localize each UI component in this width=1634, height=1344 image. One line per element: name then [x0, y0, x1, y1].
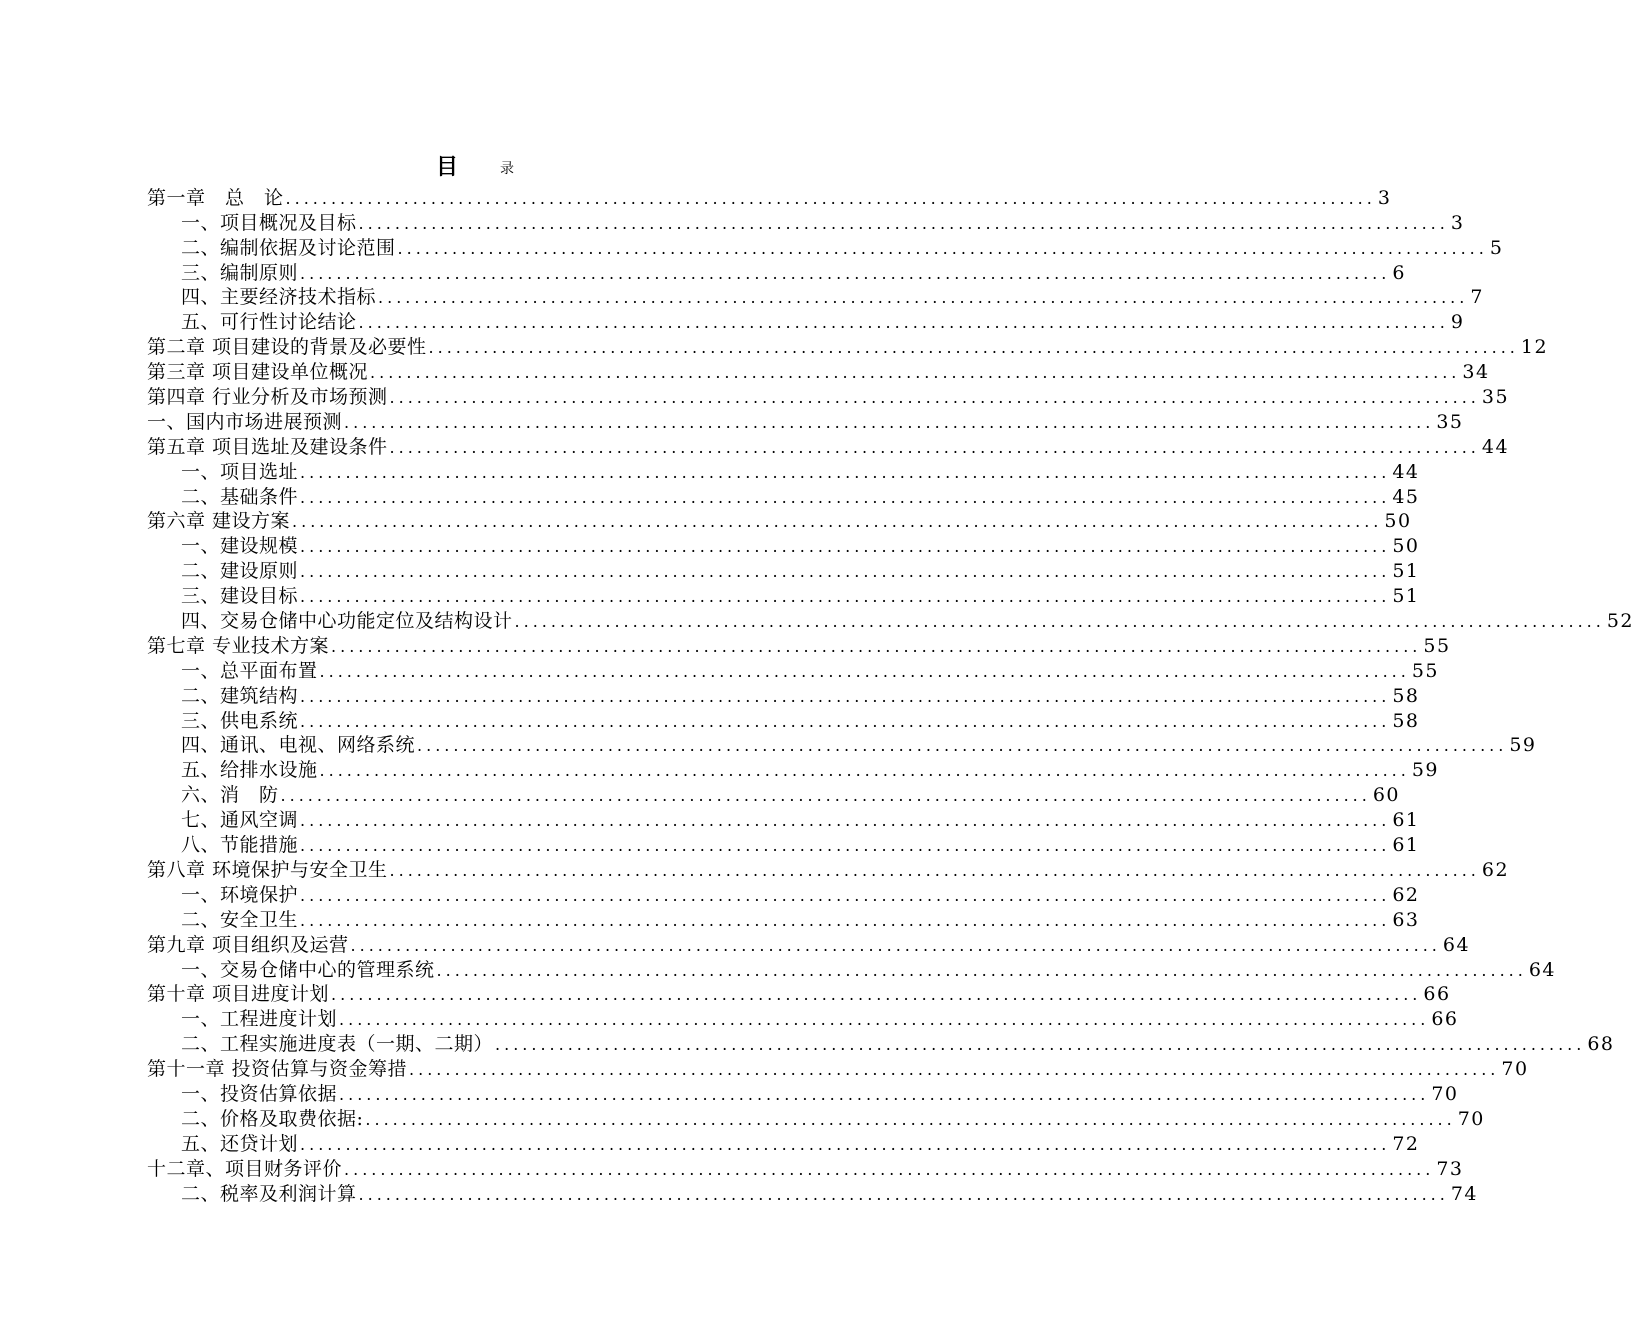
dot-leader: ........................................................................................................................ — [300, 462, 1391, 482]
dot-leader: ........................................................................................................................ — [358, 213, 1449, 233]
toc-entry[interactable] — [147, 509, 1412, 534]
toc-entry-page-number: 74 — [1450, 1182, 1479, 1205]
toc-entry-title: 第三章 项目建设单位概况 — [147, 361, 369, 384]
toc-entry[interactable] — [147, 1031, 1615, 1056]
toc-entry-title: 八、节能措施 — [181, 834, 299, 857]
toc-entry[interactable] — [147, 982, 1451, 1007]
toc-entry[interactable] — [147, 384, 1510, 409]
toc-entry[interactable] — [147, 1056, 1529, 1081]
toc-entry-page-number: 5 — [1489, 236, 1504, 259]
toc-entry-page-number: 70 — [1457, 1107, 1485, 1130]
toc-entry-page-number: 61 — [1392, 834, 1420, 857]
toc-entry[interactable] — [147, 285, 1484, 310]
toc-entry[interactable] — [147, 608, 1634, 633]
toc-entry-title: 二、建筑结构 — [181, 684, 299, 707]
toc-entry-title: 第十章 项目进度计划 — [147, 983, 330, 1006]
dot-leader: ........................................................................................................................ — [389, 437, 1480, 457]
toc-entry-page-number: 52 — [1606, 610, 1634, 633]
toc-entry-title: 一、项目概况及目标 — [181, 211, 357, 234]
toc-entry[interactable] — [147, 882, 1420, 907]
toc-entry-title: 一、国内市场进展预测 — [147, 410, 343, 433]
toc-entry-page-number: 45 — [1392, 485, 1420, 508]
toc-entry[interactable] — [147, 260, 1406, 285]
toc-entry-title: 第九章 项目组织及运营 — [147, 933, 349, 956]
toc-entry-page-number: 68 — [1587, 1033, 1615, 1056]
dot-leader: ........................................................................................................................ — [339, 1084, 1430, 1104]
toc-entry-page-number: 55 — [1423, 634, 1451, 657]
toc-entry-page-number: 6 — [1392, 261, 1406, 284]
toc-entry-title: 二、工程实施进度表（一期、二期） — [181, 1033, 494, 1056]
toc-entry-title: 二、建设原则 — [181, 560, 299, 583]
dot-leader: ........................................................................................................................ — [300, 711, 1391, 731]
toc-entry-page-number: 12 — [1520, 336, 1549, 359]
dot-leader: ........................................................................................................................ — [389, 388, 1480, 408]
toc-entry-page-number: 59 — [1411, 759, 1440, 782]
toc-entry[interactable] — [147, 1181, 1479, 1206]
toc-entry-title: 二、安全卫生 — [181, 908, 299, 931]
dot-leader: ........................................................................................................................ — [358, 313, 1449, 333]
dot-leader: ........................................................................................................................ — [300, 811, 1391, 831]
dot-leader: ........................................................................................................................ — [319, 761, 1410, 781]
toc-entry-title: 一、工程进度计划 — [181, 1008, 338, 1031]
toc-entry[interactable] — [147, 1106, 1485, 1131]
toc-entry-page-number: 35 — [1436, 410, 1464, 433]
toc-entry-page-number: 62 — [1481, 858, 1510, 881]
toc-entry[interactable] — [147, 932, 1471, 957]
toc-entry-title: 六、消 防 — [181, 784, 279, 807]
toc-entry-page-number: 70 — [1501, 1058, 1529, 1081]
dot-leader: ........................................................................................................................ — [300, 263, 1391, 283]
toc-entry-page-number: 58 — [1392, 684, 1420, 707]
dot-leader: ........................................................................................................................ — [300, 1134, 1391, 1154]
toc-entry-title: 第八章 环境保护与安全卫生 — [147, 858, 388, 881]
toc-title-sub: 录 — [500, 161, 514, 177]
dot-leader: ........................................................................................................................ — [350, 935, 1441, 955]
toc-entry[interactable] — [147, 907, 1420, 932]
toc-entry-page-number: 72 — [1392, 1132, 1420, 1155]
dot-leader: ........................................................................................................................ — [417, 736, 1508, 756]
toc-entry-page-number: 64 — [1528, 958, 1557, 981]
dot-leader: ........................................................................................................................ — [358, 1184, 1449, 1204]
toc-entry-title: 二、基础条件 — [181, 485, 299, 508]
toc-entry-title: 三、建设目标 — [181, 585, 299, 608]
dot-leader: ........................................................................................................................ — [389, 860, 1480, 880]
toc-entry-title: 二、税率及利润计算 — [181, 1182, 357, 1205]
toc-entry-title: 十二章、项目财务评价 — [147, 1157, 343, 1180]
dot-leader: ........................................................................................................................ — [365, 1109, 1456, 1129]
toc-entry[interactable] — [147, 957, 1557, 982]
dot-leader: ........................................................................................................................ — [436, 960, 1527, 980]
dot-leader: ........................................................................................................................ — [344, 412, 1435, 432]
toc-entry[interactable] — [147, 1006, 1459, 1031]
toc-entry-page-number: 35 — [1481, 386, 1510, 409]
dot-leader: ........................................................................................................................ — [370, 363, 1461, 383]
toc-entry-page-number: 66 — [1423, 983, 1451, 1006]
toc-entry-page-number: 7 — [1470, 286, 1484, 309]
toc-entry-page-number: 51 — [1392, 560, 1420, 583]
toc-entry-page-number: 73 — [1436, 1157, 1464, 1180]
toc-entry-title: 一、项目选址 — [181, 460, 299, 483]
toc-entry[interactable] — [147, 210, 1465, 235]
dot-leader: ........................................................................................................................ — [300, 537, 1391, 557]
toc-entry-title: 三、供电系统 — [181, 709, 299, 732]
toc-entry-title: 二、编制依据及讨论范围 — [181, 236, 396, 259]
toc-entry-title: 四、通讯、电视、网络系统 — [181, 734, 416, 757]
toc-entry[interactable] — [147, 185, 1392, 210]
toc-entry-page-number: 64 — [1442, 933, 1471, 956]
toc-entry[interactable] — [147, 832, 1420, 857]
toc-entry[interactable] — [147, 1131, 1420, 1156]
toc-entry-page-number: 62 — [1392, 883, 1420, 906]
toc-entry-title: 第十一章 投资估算与资金筹措 — [147, 1058, 408, 1081]
dot-leader: ........................................................................................................................ — [344, 1159, 1435, 1179]
toc-entry[interactable] — [147, 409, 1464, 434]
toc-entry-page-number: 66 — [1431, 1008, 1459, 1031]
toc-entry[interactable] — [147, 583, 1420, 608]
dot-leader: ........................................................................................................................ — [300, 562, 1391, 582]
toc-entry-page-number: 51 — [1392, 585, 1420, 608]
toc-entry-page-number: 44 — [1392, 460, 1420, 483]
toc-entry-title: 五、还贷计划 — [181, 1132, 299, 1155]
toc-entry-title: 一、总平面布置 — [181, 659, 318, 682]
dot-leader: ........................................................................................................................ — [331, 985, 1422, 1005]
toc-entry-title: 二、价格及取费依据: — [181, 1107, 364, 1130]
toc-entry[interactable] — [147, 807, 1420, 832]
toc-entry-page-number: 3 — [1450, 211, 1465, 234]
toc-entry[interactable] — [147, 1156, 1464, 1181]
toc-entry[interactable] — [147, 235, 1504, 260]
toc-entry-page-number: 9 — [1450, 311, 1465, 334]
toc-entry[interactable] — [147, 683, 1420, 708]
toc-entry-title: 四、交易仓储中心功能定位及结构设计 — [181, 610, 513, 633]
dot-leader: ........................................................................................................................ — [319, 661, 1410, 681]
dot-leader: ........................................................................................................................ — [285, 188, 1376, 208]
dot-leader: ........................................................................................................................ — [339, 1010, 1430, 1030]
toc-entry-page-number: 59 — [1509, 734, 1537, 757]
toc-entry[interactable] — [147, 733, 1537, 758]
toc-entry-page-number: 3 — [1377, 186, 1392, 209]
toc-entry-title: 第五章 项目选址及建设条件 — [147, 435, 388, 458]
toc-entry-page-number: 63 — [1392, 908, 1420, 931]
dot-leader: ........................................................................................................................ — [300, 836, 1391, 856]
toc-entry-page-number: 58 — [1392, 709, 1420, 732]
toc-title-main: 目 — [435, 154, 458, 180]
dot-leader: ........................................................................................................................ — [378, 288, 1469, 308]
dot-leader: ........................................................................................................................ — [300, 487, 1391, 507]
dot-leader: ........................................................................................................................ — [331, 636, 1422, 656]
toc-entry[interactable] — [147, 708, 1420, 733]
dot-leader: ........................................................................................................................ — [409, 1060, 1500, 1080]
dot-leader: ........................................................................................................................ — [292, 512, 1383, 532]
toc-entry-title: 第一章 总 论 — [147, 186, 284, 209]
table-of-contents — [147, 185, 1634, 1206]
toc-entry[interactable] — [147, 558, 1420, 583]
toc-entry[interactable] — [147, 1081, 1459, 1106]
toc-entry-page-number: 44 — [1481, 435, 1510, 458]
toc-title — [0, 150, 950, 181]
toc-entry[interactable] — [147, 459, 1420, 484]
toc-entry-page-number: 50 — [1392, 535, 1420, 558]
toc-entry-page-number: 61 — [1392, 809, 1420, 832]
toc-entry-title: 第四章 行业分析及市场预测 — [147, 386, 388, 409]
toc-entry-title: 五、给排水设施 — [181, 759, 318, 782]
toc-entry-title: 第七章 专业技术方案 — [147, 634, 330, 657]
toc-entry-title: 四、主要经济技术指标 — [181, 286, 377, 309]
toc-entry-title: 三、编制原则 — [181, 261, 299, 284]
toc-entry[interactable] — [147, 533, 1420, 558]
toc-entry-page-number: 55 — [1411, 659, 1440, 682]
toc-entry[interactable] — [147, 757, 1440, 782]
toc-entry[interactable] — [147, 484, 1420, 509]
toc-entry-title: 一、建设规模 — [181, 535, 299, 558]
toc-entry-title: 一、环境保护 — [181, 883, 299, 906]
toc-entry-title: 第六章 建设方案 — [147, 510, 291, 533]
dot-leader: ........................................................................................................................ — [428, 338, 1519, 358]
dot-leader: ........................................................................................................................ — [300, 587, 1391, 607]
toc-entry-title: 第二章 项目建设的背景及必要性 — [147, 336, 427, 359]
dot-leader: ........................................................................................................................ — [300, 885, 1391, 905]
dot-leader: ........................................................................................................................ — [280, 786, 1371, 806]
toc-entry[interactable] — [147, 359, 1490, 384]
toc-entry[interactable] — [147, 334, 1549, 359]
dot-leader: ........................................................................................................................ — [495, 1035, 1586, 1055]
toc-entry[interactable] — [147, 309, 1465, 334]
toc-entry-title: 一、投资估算依据 — [181, 1082, 338, 1105]
toc-entry[interactable] — [147, 434, 1510, 459]
toc-entry-title: 五、可行性讨论结论 — [181, 311, 357, 334]
dot-leader: ........................................................................................................................ — [397, 238, 1488, 258]
toc-entry-page-number: 60 — [1372, 784, 1401, 807]
toc-entry[interactable] — [147, 658, 1440, 683]
dot-leader: ........................................................................................................................ — [514, 612, 1605, 632]
toc-entry-page-number: 34 — [1462, 361, 1490, 384]
toc-entry-page-number: 50 — [1384, 510, 1412, 533]
toc-entry[interactable] — [147, 857, 1510, 882]
dot-leader: ........................................................................................................................ — [300, 910, 1391, 930]
toc-entry-title: 一、交易仓储中心的管理系统 — [181, 958, 435, 981]
toc-entry-title: 七、通风空调 — [181, 809, 299, 832]
dot-leader: ........................................................................................................................ — [300, 686, 1391, 706]
toc-entry[interactable] — [147, 782, 1401, 807]
toc-entry[interactable] — [147, 633, 1451, 658]
toc-entry-page-number: 70 — [1431, 1082, 1459, 1105]
